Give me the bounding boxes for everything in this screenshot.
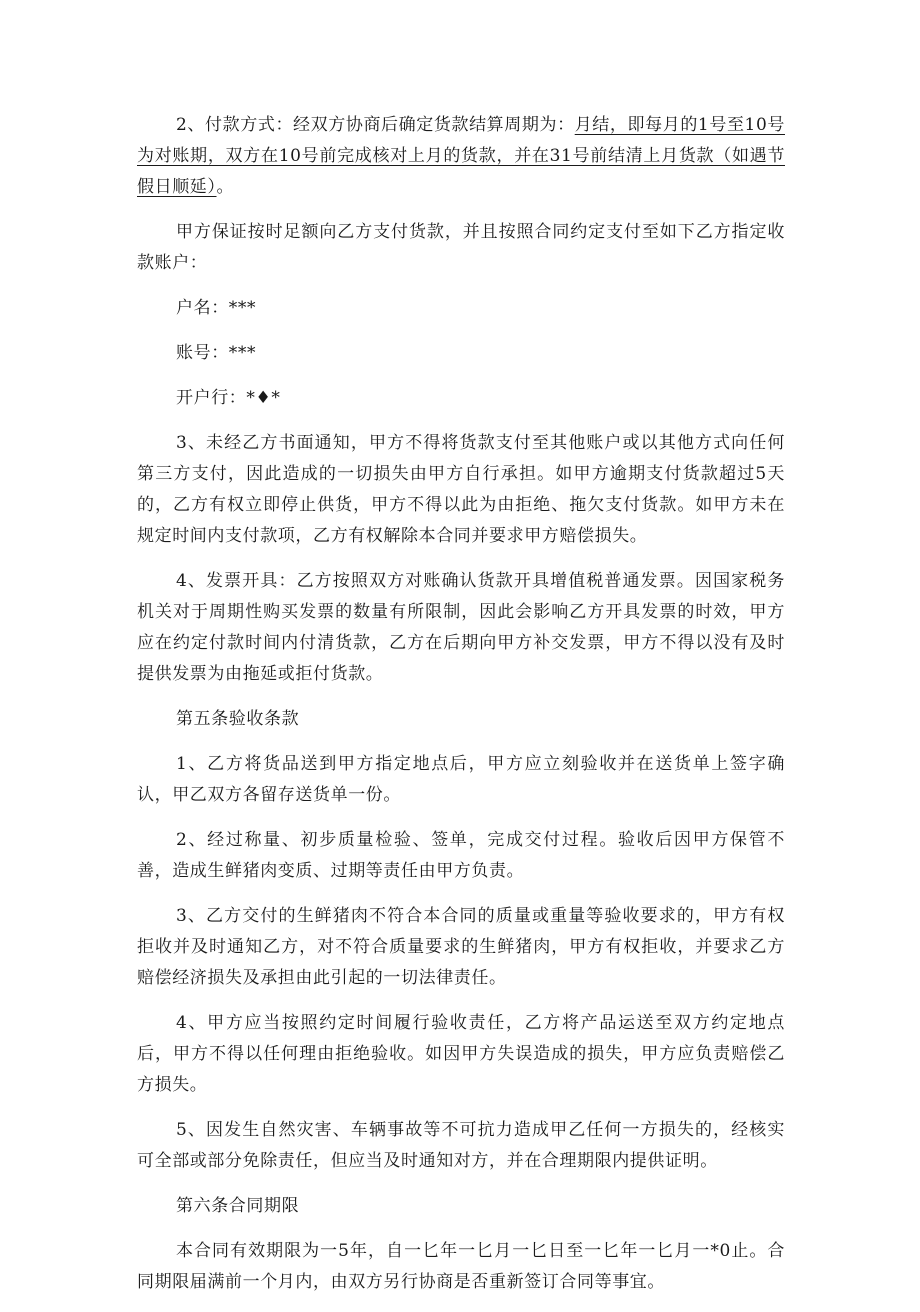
section-5-item-4: 4、甲方应当按照约定时间履行验收责任，乙方将产品运送至双方约定地点后，甲方不得以任何理由拒绝验收。如因甲方失误造成的损失，甲方应负责赔偿乙方损失。 [137,1013,785,1095]
section-5-item-1: 1、乙方将货品送到甲方指定地点后，甲方应立刻验收并在送货单上签字确认，甲乙双方各留存送货单一份。 [137,754,785,805]
payment-method-prefix: 2、付款方式：经双方协商后确定货款结算周期为： [176,115,575,135]
bank-line: 开户行：*♦* [176,388,281,408]
payment-method-suffix: 。 [216,177,235,197]
clause-3-paragraph: 3、未经乙方书面通知，甲方不得将货款支付至其他账户或以其他方式向任何第三方支付，因此造成的一切损失由甲方自行承担。如甲方逾期支付货款超过5天的，乙方有权立即停止供货，甲方不得以此为由拒绝、拖欠支付货款。如甲方未在规定时间内支付款项，乙方有权解除本合同并要求甲方赔偿损失。 [137,433,785,546]
account-number-line: 账号：*** [176,343,257,363]
document-body [137,110,785,1312]
section-6-term-paragraph: 本合同有效期限为一5年，自一匕年一匕月一匕日至一匕年一匕月一*0止。合同期限届满前一个月内，由双方另行协商是否重新签订合同等事宜。 [137,1241,785,1292]
section-5-heading: 第五条验收条款 [176,709,300,729]
payment-cycle-underlined: 月结，即每月的1号至10号为对账期，双方在10号前完成核对上月的货款，并在31号前结清上月货款（如遇节假日顺延） [137,115,785,197]
payment-method-paragraph [137,110,785,203]
section-5-item-3: 3、乙方交付的生鲜猪肉不符合本合同的质量或重量等验收要求的，甲方有权拒收并及时通知乙方，对不符合质量要求的生鲜猪肉，甲方有权拒收，并要求乙方赔偿经济损失及承担由此引起的一切法律责任。 [137,906,785,988]
payment-guarantee-paragraph: 甲方保证按时足额向乙方支付货款，并且按照合同约定支付至如下乙方指定收款账户： [137,222,785,273]
section-5-item-5: 5、因发生自然灾害、车辆事故等不可抗力造成甲乙任何一方损失的，经核实可全部或部分免除责任，但应当及时通知对方，并在合理期限内提供证明。 [137,1120,785,1171]
section-5-item-2: 2、经过称量、初步质量检验、签单，完成交付过程。验收后因甲方保管不善，造成生鲜猪肉变质、过期等责任由甲方负责。 [137,830,785,881]
section-6-heading: 第六条合同期限 [176,1196,300,1216]
clause-4-invoice-paragraph: 4、发票开具：乙方按照双方对账确认货款开具增值税普通发票。因国家税务机关对于周期性购买发票的数量有所限制，因此会影响乙方开具发票的时效，甲方应在约定付款时间内付清货款，乙方在后期向甲方补交发票，甲方不得以没有及时提供发票为由拖延或拒付货款。 [137,571,785,684]
account-name-line: 户名：*** [176,298,257,318]
